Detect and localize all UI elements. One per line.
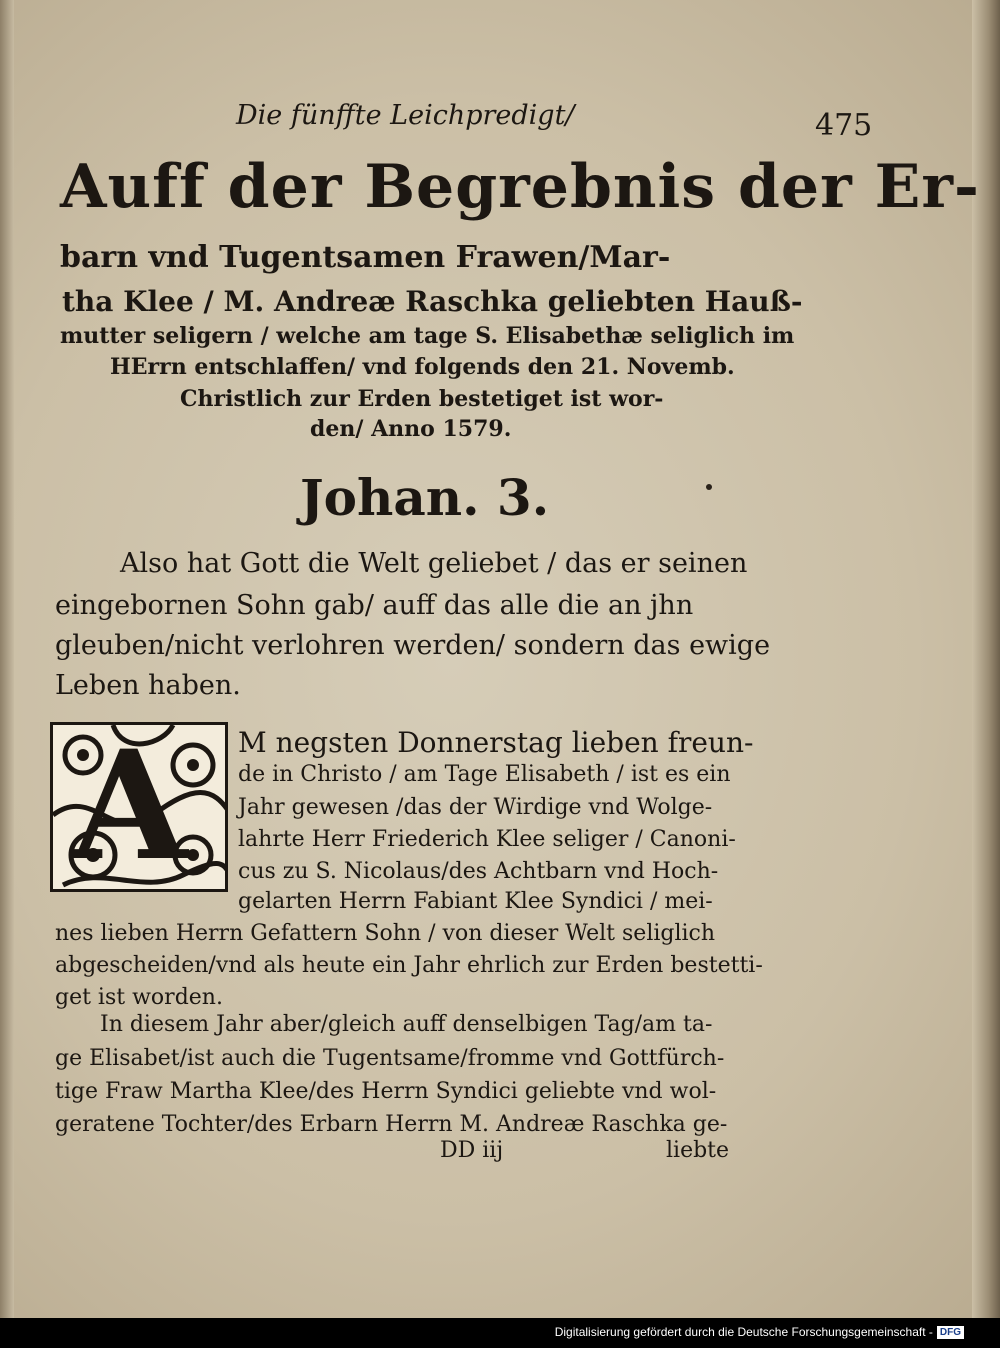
page-gutter (0, 0, 14, 1318)
body-line-7: nes lieben Herrn Gefattern Sohn / von dieser Welt seliglich (55, 921, 716, 946)
title-line-1: Auff der Begrebnis der Er- (60, 152, 980, 222)
body-line-12: tige Fraw Martha Klee/des Herrn Syndici geliebte vnd wol- (55, 1079, 717, 1104)
title-line-6: Christlich zur Erden bestetiget ist wor- (180, 386, 664, 412)
body-line-3: Jahr gewesen /das der Wirdige vnd Wolge- (238, 795, 713, 820)
title-line-5: HErrn entschlaffen/ vnd folgends den 21. Novemb. (110, 354, 735, 380)
running-head: Die fünffte Leichpredigt/ (236, 100, 575, 131)
dfg-logo[interactable]: DFG (937, 1326, 964, 1339)
verse-line-2: eingebornen Sohn gab/ auff das alle die an jhn (55, 590, 694, 621)
body-line-9: get ist worden. (55, 985, 223, 1010)
scripture-reference: Johan. 3. (300, 468, 550, 527)
verse-line-4: Leben haben. (55, 670, 241, 701)
funding-text: Digitalisierung gefördert durch die Deutsche Forschungsgemeinschaft - (554, 1325, 933, 1339)
body-line-8: abgescheiden/vnd als heute ein Jahr ehrlich zur Erden bestetti- (55, 953, 763, 978)
body-line-5: cus zu S. Nicolaus/des Achtbarn vnd Hoch- (238, 859, 719, 884)
funding-footer (555, 1325, 964, 1339)
verse-line-1: Also hat Gott die Welt geliebet / das er seinen (120, 548, 748, 579)
body-line-10: In diesem Jahr aber/gleich auff denselbigen Tag/am ta- (100, 1012, 713, 1037)
verse-line-3: gleuben/nicht verlohren werden/ sondern das ewige (55, 630, 771, 661)
page-number: 475 (815, 108, 873, 143)
body-line-4: lahrte Herr Friederich Klee seliger / Canoni- (238, 827, 736, 852)
body-line-13: geratene Tochter/des Erbarn Herrn M. Andreæ Raschka ge- (55, 1112, 728, 1137)
body-line-11: ge Elisabet/ist auch die Tugentsame/fromme vnd Gottfürch- (55, 1046, 725, 1071)
initial-letter: A (71, 722, 188, 892)
catchword: liebte (666, 1138, 730, 1163)
title-line-2: barn vnd Tugentsamen Frawen/Mar- (60, 240, 671, 275)
title-line-3: tha Klee / M. Andreæ Raschka geliebten Hauß- (62, 285, 803, 318)
body-line-6: gelarten Herrn Fabiant Klee Syndici / mei- (238, 889, 713, 914)
body-line-1: M negsten Donnerstag lieben freun- (238, 726, 754, 759)
ink-speck (706, 484, 712, 490)
body-line-2: de in Christo / am Tage Elisabeth / ist es ein (238, 762, 731, 787)
title-line-7: den/ Anno 1579. (310, 416, 512, 442)
title-line-4: mutter seligern / welche am tage S. Elisabethæ seliglich im (60, 323, 795, 349)
signature-mark: DD iij (440, 1138, 504, 1163)
decorated-initial (50, 722, 228, 892)
